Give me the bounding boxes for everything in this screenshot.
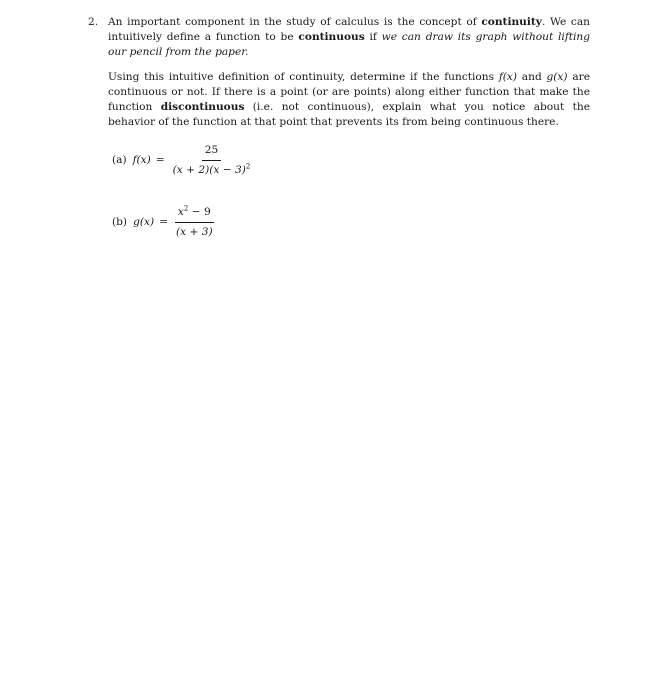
part-b-denominator-main: (x + 3) [175,226,213,238]
part-a-denominator-main: (x + 2)(x − 3) [172,164,246,176]
part-b-numerator-rest: − 9 [188,206,211,218]
problem-2 [88,15,590,238]
function-g-name: g(x) [546,71,568,83]
part-b-fraction [173,205,216,240]
intro-text-1: An important component in the study of calculus is the concept of [108,16,482,28]
instructions-text-3: are continuous or not. If there is a point (or are points) along either function that make the function [108,71,590,113]
part-a-denominator-exponent: 2 [245,162,251,171]
part-b-numerator-exponent: 2 [183,204,189,213]
part-b [112,205,216,240]
instructions-text-1: Using this intuitive definition of continuity, determine if the functions [108,71,499,83]
intro-text-3: if [364,31,382,43]
part-b-numerator [175,205,214,223]
instructions-text-2: and [517,71,547,83]
part-b-label: (b) [112,216,128,228]
intro-text-2: . We can intuitively define a function to be [108,16,590,43]
part-b-denominator [173,223,216,240]
term-continuity: continuity [481,16,542,28]
problem-number: 2. [88,16,99,28]
intuitive-definition: we can draw its graph without lifting our pencil from the paper. [108,31,590,58]
function-f-name: f(x) [498,71,518,83]
part-b-equals: = [159,216,168,228]
part-a-numerator: 25 [202,143,221,161]
part-a-label: (a) [112,154,127,166]
part-a [112,143,253,178]
term-discontinuous: discontinuous [160,101,245,113]
intro-paragraph [108,15,590,60]
part-a-equals: = [155,154,165,166]
term-continuous: continuous [298,31,365,43]
part-a-fraction [170,143,254,178]
instructions-text-4: (i.e. not continuous), explain what you notice about the behavior of the function at that point that prevents its from being continuous there. [108,101,590,128]
part-b-lhs: g(x) [133,216,155,228]
part-a-denominator [170,161,254,178]
instructions-paragraph [108,70,590,130]
part-b-numerator-main: x [177,206,184,218]
part-a-lhs: f(x) [132,154,151,166]
